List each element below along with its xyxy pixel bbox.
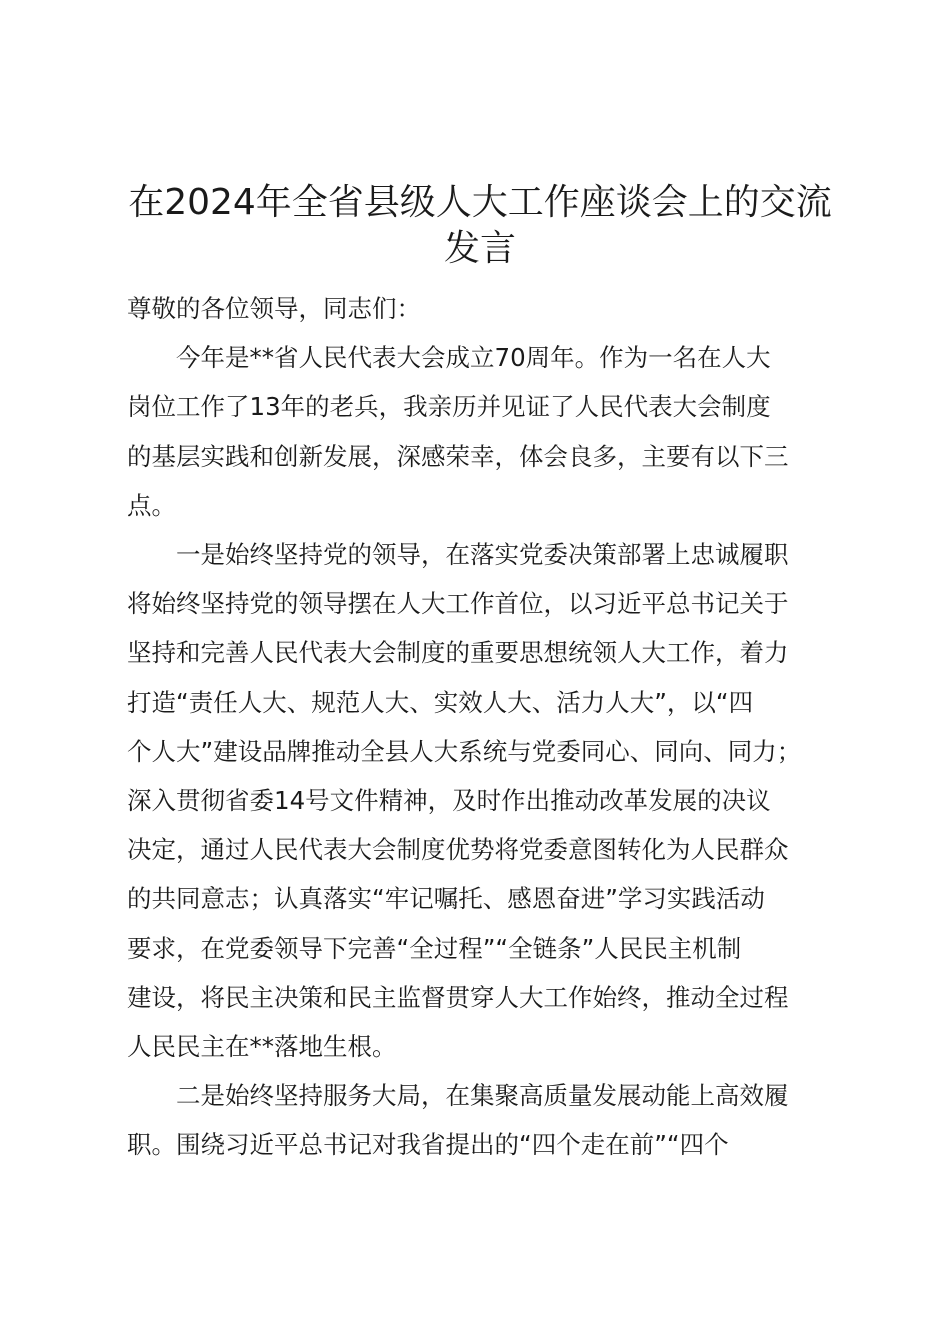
paragraph-line: 点。 bbox=[127, 490, 176, 520]
paragraph-line: 个人大”建设品牌推动全县人大系统与党委同心、同向、同力； bbox=[127, 736, 802, 766]
paragraph-line: 建设，将民主决策和民主监督贯穿人大工作始终，推动全过程 bbox=[127, 982, 789, 1012]
paragraph-line: 人民民主在**落地生根。 bbox=[127, 1032, 397, 1062]
paragraph-2 bbox=[127, 530, 837, 1071]
document-title bbox=[100, 180, 860, 272]
paragraph-line: 的共同意志；认真落实“牢记嘱托、感恩奋进”学习实践活动 bbox=[127, 884, 765, 914]
paragraph-line: 将始终坚持党的领导摆在人大工作首位，以习近平总书记关于 bbox=[127, 589, 789, 619]
paragraph-line: 二是始终坚持服务大局，在集聚高质量发展动能上高效履 bbox=[176, 1081, 789, 1111]
title-line: 在2024年全省县级人大工作座谈会上的交流 bbox=[128, 182, 832, 223]
paragraph-line: 决定，通过人民代表大会制度优势将党委意图转化为人民群众 bbox=[127, 835, 789, 865]
paragraph-line: 打造“责任人大、规范人大、实效人大、活力人大”，以“四 bbox=[127, 687, 754, 717]
paragraph-line: 今年是**省人民代表大会成立70周年。作为一名在人大 bbox=[176, 343, 771, 373]
paragraph-line: 要求，在党委领导下完善“全过程”“全链条”人民民主机制 bbox=[127, 933, 742, 963]
document-body bbox=[127, 284, 837, 1170]
paragraph-1 bbox=[127, 333, 837, 530]
title-line: 发言 bbox=[443, 228, 516, 269]
paragraph-line: 的基层实践和创新发展，深感荣幸，体会良多，主要有以下三 bbox=[127, 441, 789, 471]
paragraph-line: 岗位工作了13年的老兵，我亲历并见证了人民代表大会制度 bbox=[127, 392, 771, 422]
paragraph-line: 一是始终坚持党的领导，在落实党委决策部署上忠诚履职 bbox=[176, 540, 789, 570]
paragraph-line: 职。围绕习近平总书记对我省提出的“四个走在前”“四个 bbox=[127, 1130, 729, 1160]
paragraph-3 bbox=[127, 1071, 837, 1169]
salutation: 尊敬的各位领导，同志们： bbox=[127, 294, 421, 323]
paragraph-line: 坚持和完善人民代表大会制度的重要思想统领人大工作，着力 bbox=[127, 638, 789, 668]
paragraph-line: 深入贯彻省委14号文件精神，及时作出推动改革发展的决议 bbox=[127, 786, 771, 816]
